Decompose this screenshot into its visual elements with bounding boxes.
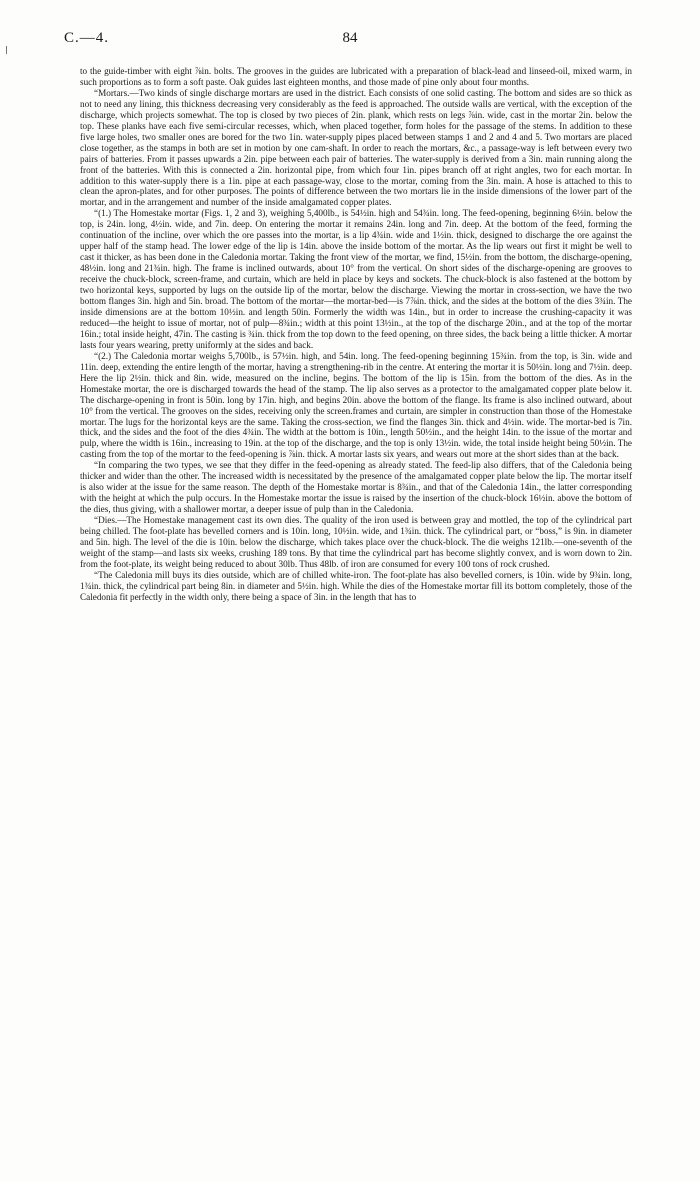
paragraph: to the guide-timber with eight ⅞in. bolts. The grooves in the guides are lubricated with a preparation of black-lead and linseed-oil, mixed warm, in such proportions as to form a soft paste. Oak guides last eighteen months, and those made of pine only about four months. (80, 66, 632, 87)
page-header (64, 30, 636, 50)
paragraph: “(2.) The Caledonia mortar weighs 5,700lb., is 57½in. high, and 54in. long. The feed-opening beginning 15¾in. from the top, is 3in. wide and 11in. deep, extending the entire length of the mortar, having a strengthening-rib in the centre. At entering the mortar it is 50½in. long and 7½in. deep. Here the lip 2½in. thick and 8in. wide, measured on the incline, begins. The bottom of the lip is 15in. from the bottom of the dies. As in the Homestake mortar, the ore is discharged towards the head of the stamp. The lip also serves as a protector to the amalgamated copper plate below it. The discharge-opening in front is 50in. long by 17in. high, and begins 20in. above the bottom of the flange. Its frame is also inclined outward, about 10° from the vertical. The grooves on the sides, receiving only the screen.frames and curtain, are simpler in construction than those of the Homestake mortar. The lugs for the horizontal keys are the same. Taking the cross-section, we find the flanges 3in. thick and 4½in. wide. The mortar-bed is 7in. thick, and the sides and the foot of the dies 4¾in. The width at the bottom is 10in., length 50½in., and the height 14in. to the issue of the mortar and pulp, where the width is 16in., increasing to 19in. at the top of the discharge, and the top is only 13½in. wide, the total inside height being 50½in. The casting from the top of the mortar to the feed-opening is ⅞in. thick. A mortar lasts six years, and wears out more at the short sides than at the back. (80, 350, 632, 460)
paragraph: “Dies.—The Homestake management cast its own dies. The quality of the iron used is between gray and mottled, the top of the cylindrical part being chilled. The foot-plate has bevelled corners and is 10in. long, 10½in. wide, and 1¾in. thick. The cylindrical part, or “boss,” is 9in. in diameter and 5in. high. The level of the die is 10in. below the discharge, which takes place over the chuck-block. The die weighs 121lb.—one-seventh of the weight of the stamp—and lasts six weeks, crushing 189 tons. By that time the cylindrical part has become slightly convex, and is worn down to 2in. from the foot-plate, its weight being reduced to about 30lb. Thus 48lb. of iron are consumed for every 100 tons of rock crushed. (80, 515, 632, 569)
body-text (80, 66, 632, 603)
margin-mark (6, 46, 7, 54)
paragraph: “The Caledonia mill buys its dies outside, which are of chilled white-iron. The foot-plate has also bevelled corners, is 10in. wide by 9¾in. long, 1¾in. thick, the cylindrical part being 8in. in diameter and 5½in. high. While the dies of the Homestake mortar fill its bottom completely, those of the Caledonia fit perfectly in the width only, there being a space of 3in. in the length that has to (80, 569, 632, 602)
page-number: 84 (342, 30, 358, 46)
paragraph: “In comparing the two types, we see that they differ in the feed-opening as already stated. The feed-lip also differs, that of the Caledonia being thicker and wider than the other. The increased width is necessitated by the presence of the amalgamated copper plate below the lip. The mortar itself is also wider at the issue for the same reason. The depth of the Homestake mortar is 8¾in., and that of the Caledonia 14in., the latter corresponding with the height at which the pulp occurs. In the Homestake mortar the issue is raised by the insertion of the chuck-block 16½in. above the bottom of the dies, thus giving, with a shallower mortar, a deeper issue of pulp than in the Caledonia. (80, 460, 632, 515)
document-reference: C.—4. (64, 30, 110, 46)
paragraph: “(1.) The Homestake mortar (Figs. 1, 2 and 3), weighing 5,400lb., is 54½in. high and 54¾in. long. The feed-opening, beginning 6½in. below the top, is 24in. long, 4½in. wide, and 7in. deep. On entering the mortar it remains 24in. long and 7in. deep. At the bottom of the feed, forming the continuation of the incline, over which the ore passes into the mortar, is a lip 4¾in. wide and 1½in. thick, designed to discharge the ore against the upper half of the stamp head. The lower edge of the lip is 14in. above the inside bottom of the mortar. As the lip wears out first it might be well to cast it thicker, as has been done in the Caledonia mortar. Taking the front view of the mortar, we find, 15½in. from the bottom, the discharge-opening, 48½in. long and 21¾in. high. The frame is inclined outwards, about 10° from the vertical. On short sides of the discharge-opening are grooves to receive the chuck-block, screen-frame, and curtain, which are held in place by keys and sockets. The chuck-block is also fastened at the bottom by two horizontal keys, supported by lugs on the outside lip of the mortar, below the discharge. Viewing the mortar in cross-section, we have the two bottom flanges 3in. high and 5in. broad. The bottom of the mortar—the mortar-bed—is 7⅞in. thick, and the sides at the bottom of the dies 3¾in. The inside dimensions are at the bottom 10½in. and length 50in. Formerly the width was 14in., but in order to increase the crushing-capacity it was reduced—the height to issue of mortar, not of pulp—8¾in.; width at this point 13½in., at the top of the discharge 20in., and at the top of the mortar 16in.; total inside height, 47in. The casting is ¾in. thick from the top down to the feed opening, on three sides, the back being a little thicker. A mortar lasts four years wearing, pretty uniformly at the sides and back. (80, 208, 632, 350)
paragraph: “Mortars.—Two kinds of single discharge mortars are used in the district. Each consists of one solid casting. The bottom and sides are so thick as not to need any lining, this thickness decreasing very considerably as the feed is approached. The outside walls are vertical, with the exception of the discharge, which projects somewhat. The top is closed by two pieces of 2in. plank, which rests on legs ⅞in. wide, cast in the mortar 2in. below the top. These planks have each five semi-circular recesses, which, when placed together, form holes for the passage of the stems. In addition to these five large holes, two smaller ones are bored for the two 1in. water-supply pipes placed between stamps 1 and 2 and 4 and 5. Two mortars are placed close together, as the stamps in both are set in motion by one cam-shaft. In order to reach the mortars, &c., a passage-way is left between every two pairs of batteries. From it passes upwards a 2in. pipe between each pair of batteries. The water-supply is derived from a 3in. main running along the front of the batteries. With this is connected a 2in. horizontal pipe, from which four 1in. pipes branch off at right angles, two for each mortar. In addition to this water-supply there is a 1in. pipe at each passage-way, close to the mortar, coming from the 3in. main. A hose is attached to this to clean the apron-plates, and for other purposes. The points of difference between the two mortars lie in the inside dimensions of the lower part of the mortar, and in the arrangement and number of the inside amalgamated copper plates. (80, 87, 632, 208)
